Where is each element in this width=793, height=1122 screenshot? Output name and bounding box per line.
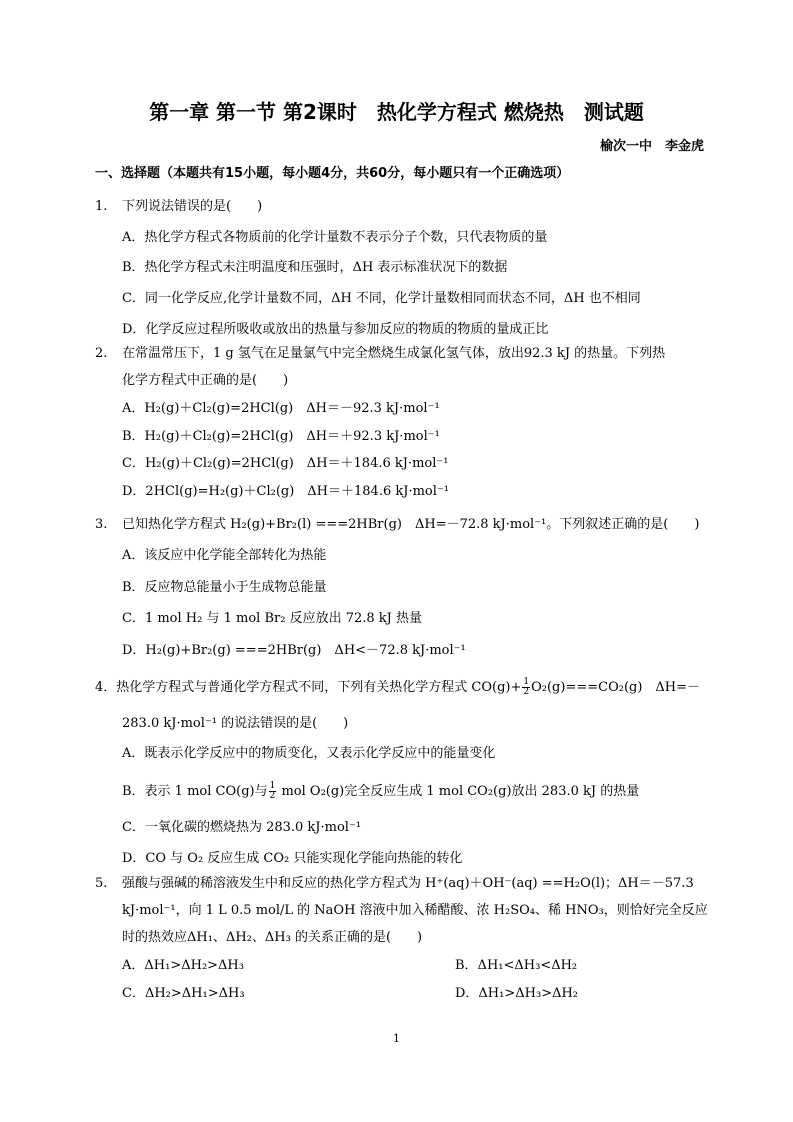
question-5-stem-line2: kJ·mol⁻¹，向 1 L 0.5 mol/L 的 NaOH 溶液中加入稀醋酸、浓 H₂SO₄、稀 HNO₃，则恰好完全反应 [122, 903, 708, 918]
question-5-option-d: D．ΔH₁>ΔH₃>ΔH₂ [455, 986, 579, 1001]
question-4-option-c: C．一氧化碳的燃烧热为 283.0 kJ·mol⁻¹ [122, 820, 362, 835]
question-4-stem-line1 [95, 678, 700, 697]
question-4-option-b-part2: mol O₂(g)完全反应生成 1 mol CO₂(g)放出 283.0 kJ 的热量 [277, 784, 640, 799]
question-3-option-d: D．H₂(g)+Br₂(g) ===2HBr(g) ΔH<－72.8 kJ·mol⁻¹ [122, 643, 466, 658]
question-2-option-d: D．2HCl(g)=H₂(g)＋Cl₂(g) ΔH＝＋184.6 kJ·mol⁻¹ [122, 484, 449, 499]
one-half-fraction [269, 782, 277, 801]
question-5-stem-line1: 强酸与强碱的稀溶液发生中和反应的热化学方程式为 H⁺(aq)＋OH⁻(aq) ==H₂O(l)；ΔH＝－57.3 [122, 876, 694, 891]
question-5-option-c: C．ΔH₂>ΔH₁>ΔH₃ [122, 986, 245, 1001]
question-2-number: 2. [95, 346, 108, 361]
one-half-fraction [522, 678, 530, 697]
question-4-option-b [122, 782, 639, 801]
question-1-option-b: B．热化学方程式未注明温度和压强时，ΔH 表示标准状况下的数据 [122, 260, 508, 275]
page-title: 第一章 第一节 第2课时 热化学方程式 燃烧热 测试题 [149, 100, 644, 124]
section-heading: 一、选择题（本题共有15小题，每小题4分，共60分，每小题只有一个正确选项） [95, 166, 570, 181]
fraction-numerator: 1 [523, 677, 530, 687]
page-number: 1 [393, 1032, 400, 1045]
question-3-option-c: C．1 mol H₂ 与 1 mol Br₂ 反应放出 72.8 kJ 热量 [122, 611, 422, 626]
question-2-stem-line1: 在常温常压下，1 g 氢气在足量氯气中完全燃烧生成氯化氢气体，放出92.3 kJ 的热量。下列热 [122, 346, 666, 361]
author-line: 榆次一中 李金虎 [600, 139, 705, 154]
question-5-option-a: A．ΔH₁>ΔH₂>ΔH₃ [122, 958, 244, 973]
question-2-option-a: A．H₂(g)＋Cl₂(g)=2HCl(g) ΔH＝－92.3 kJ·mol⁻¹ [122, 401, 440, 416]
question-5-number: 5. [95, 876, 108, 891]
question-1-option-c: C．同一化学反应,化学计量数不同，ΔH 不同，化学计量数相同而状态不同，ΔH 也不相同 [122, 291, 641, 306]
question-4-option-d: D．CO 与 O₂ 反应生成 CO₂ 只能实现化学能向热能的转化 [122, 851, 463, 866]
question-1-option-a: A．热化学方程式各物质前的化学计量数不表示分子个数，只代表物质的量 [122, 230, 548, 245]
question-3-option-a: A．该反应中化学能全部转化为热能 [122, 548, 327, 563]
question-2-stem-line2: 化学方程式中正确的是( ) [122, 373, 289, 388]
fraction-numerator: 1 [269, 781, 276, 791]
question-3-number: 3. [95, 517, 108, 532]
question-1-number: 1. [95, 199, 108, 214]
fraction-denominator: 2 [523, 687, 530, 697]
question-4-stem-part2: O₂(g)===CO₂(g) ΔH=－ [531, 680, 701, 695]
question-3-stem: 已知热化学方程式 H₂(g)+Br₂(l) ===2HBr(g) ΔH=－72.8 kJ·mol⁻¹。下列叙述正确的是( ) [122, 517, 700, 532]
fraction-denominator: 2 [269, 791, 276, 801]
question-3-option-b: B．反应物总能量小于生成物总能量 [122, 580, 327, 595]
question-5-stem-line3: 时的热效应ΔH₁、ΔH₂、ΔH₃ 的关系正确的是( ) [122, 930, 423, 945]
question-2-option-c: C．H₂(g)＋Cl₂(g)=2HCl(g) ΔH＝＋184.6 kJ·mol⁻¹ [122, 456, 449, 471]
question-1-option-d: D．化学反应过程所吸收或放出的热量与参加反应的物质的物质的量成正比 [122, 322, 549, 337]
question-4-stem-line2: 283.0 kJ·mol⁻¹ 的说法错误的是( ) [122, 716, 349, 731]
question-2-option-b: B．H₂(g)＋Cl₂(g)=2HCl(g) ΔH＝＋92.3 kJ·mol⁻¹ [122, 429, 440, 444]
question-1-stem: 下列说法错误的是( ) [122, 199, 263, 214]
question-4-option-a: A．既表示化学反应中的物质变化，又表示化学反应中的能量变化 [122, 746, 496, 761]
question-4-stem-part1: 4．热化学方程式与普通化学方程式不同，下列有关热化学方程式 CO(g)+ [95, 680, 522, 695]
question-4-option-b-part1: B．表示 1 mol CO(g)与 [122, 784, 268, 799]
question-5-option-b: B．ΔH₁<ΔH₃<ΔH₂ [455, 958, 578, 973]
